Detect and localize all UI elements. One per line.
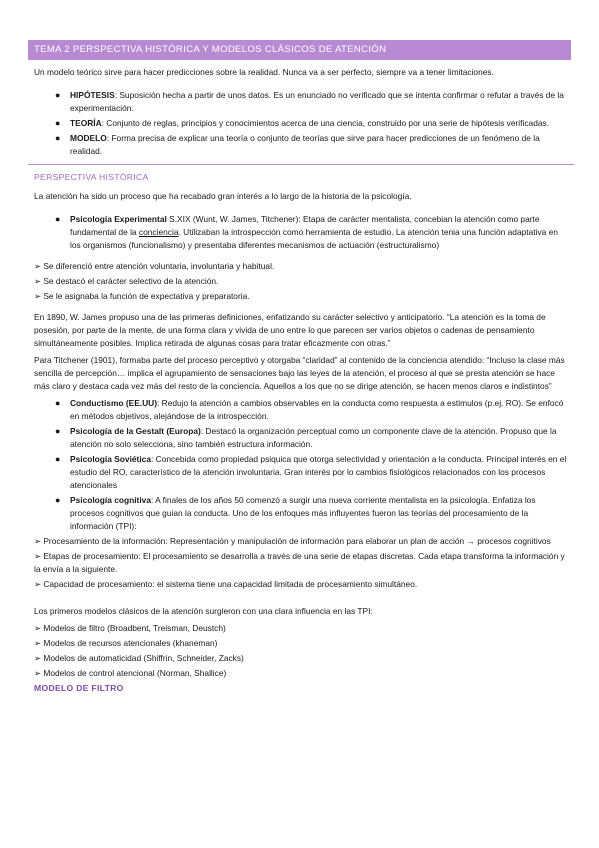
page-title: TEMA 2 PERSPECTIVA HISTÓRICA Y MODELOS CLÁSICOS DE ATENCIÓN bbox=[28, 40, 571, 60]
section-divider bbox=[28, 164, 574, 165]
school-item bbox=[34, 453, 568, 492]
arrow-item: ➢ Procesamiento de la información: Representación y manipulación de información para elaborar un plan de acción → procesos cognitivos bbox=[34, 536, 551, 546]
section-heading: PERSPECTIVA HISTÓRICA bbox=[34, 172, 149, 182]
school-text: : Concebida como propiedad psiquica que otorga selectividad y orientación a la conducta. Principal interés en el estudio del RO, característico de la atención involuntaria. Gran interés por lo cambios fisiológicos relacionados con los procesos atencionales bbox=[70, 454, 567, 490]
school-term: Psicología Experimental bbox=[70, 214, 167, 224]
definition-item bbox=[34, 117, 568, 130]
bullet-icon: ● bbox=[55, 495, 61, 505]
bullet-icon: ● bbox=[55, 454, 61, 464]
definition-term: TEORÍA bbox=[70, 118, 102, 128]
definition-item bbox=[34, 89, 568, 115]
school-text: : Destacó la organización perceptual como un componente clave de la atención. Propuso que la atención no solo selecciona, sino también estructura información. bbox=[70, 426, 557, 449]
james-paragraph: En 1890, W. James propuso una de las primeras definiciones, enfatizando su carácter selectivo y anticipatorio. “La atención es la toma de posesión, por parte de la mente, de una forma clara y vivida de uno entre lo que parecen ser varios objetos o cadenas de pensamiento simultáneamente posibles. Implica retirada de algunas cosas para tratar eficazmente con otras.” bbox=[34, 312, 546, 348]
school-text: : Redujo la atención a cambios observables en la conducta como respuesta a estimulos (p.ej. RO). Se enfocó en métodos objetivos, alejándose de la introspección. bbox=[70, 398, 564, 421]
arrow-item: ➢ Etapas de procesamiento: El procesamiento se desarrolla a través de una serie de etapas discretas. Cada etapa transforma la información y la envía a la siguiente. bbox=[34, 551, 565, 574]
arrow-item: ➢ Se le asignaba la función de expectativa y preparatoria. bbox=[34, 291, 250, 301]
school-text: S.XIX (Wunt, W. James, Titchener): Etapa de carácter mentalista, concebian la atención como parte fundamental de la bbox=[70, 214, 540, 237]
definition-term: MODELO bbox=[70, 133, 107, 143]
document-body bbox=[34, 66, 568, 695]
arrow-item: ➢ Se destacó el carácter selectivo de la atención. bbox=[34, 276, 219, 286]
definition-text: : Conjunto de reglas, principios y conocimientos acerca de una ciencia, construido por una serie de hipótesis verificadas. bbox=[101, 118, 550, 128]
school-term: Psicología cognitiva bbox=[70, 495, 151, 505]
bullet-icon: ● bbox=[55, 118, 61, 128]
school-item bbox=[34, 425, 568, 451]
models-intro: Los primeros modelos clásicos de la atención surgieron con una clara influencia en las TPI: bbox=[34, 606, 373, 616]
history-intro: La atención ha sido un proceso que ha recabado gran interés a lo largo de la historia de la psicología. bbox=[34, 191, 412, 201]
arrow-item: ➢ Se diferenció entre atención voluntaria, involuntaria y habitual. bbox=[34, 261, 275, 271]
titchener-paragraph: Para Titchener (1901), formaba parte del proceso perceptivo y otorgaba “claridad” al contenido de la conciencia atendido: “Incluso la clase más sencilla de percepción… implica el agrupamiento de sensaciones bajo las leyes de la atención, el proceso al que se presta atención se hace más claro y destaca cada vez más del resto de la conciencia. Aquellos a los que no se dirige atención, se hacen menos claros e indistintos” bbox=[34, 355, 565, 391]
school-text: : A finales de los años 50 comenzó a surgir una nueva corriente mentalista en la psicología. Enfatiza los procesos cognitivos que guian la conducta. Uno de los enfoques más influyentes fueron las teorías del procesamiento de la información (TPI): bbox=[70, 495, 536, 531]
definition-text: : Forma precisa de explicar una teoría o conjunto de teorías que sirve para hacer predicciones de un fenómeno de la realidad. bbox=[70, 133, 540, 156]
school-item bbox=[34, 397, 568, 423]
model-item: ➢ Modelos de control atencional (Norman, Shallice) bbox=[34, 668, 227, 678]
model-item: ➢ Modelos de filtro (Broadbent, Treisman, Deustch) bbox=[34, 623, 226, 633]
bullet-icon: ● bbox=[55, 214, 61, 224]
model-item: ➢ Modelos de recursos atencionales (khaneman) bbox=[34, 638, 218, 648]
bullet-icon: ● bbox=[55, 426, 61, 436]
bullet-icon: ● bbox=[55, 133, 61, 143]
arrow-item: ➢ Capacidad de procesamiento: el sistema tiene una capacidad limitada de procesamiento simultáneo. bbox=[34, 579, 418, 589]
definition-text: : Suposición hecha a partir de unos datos. Es un enunciado no verificado que se intenta confirmar o refutar a través de la experimentación. bbox=[70, 90, 564, 113]
school-item bbox=[34, 213, 568, 252]
school-term: Psicología Soviética bbox=[70, 454, 151, 464]
intro-paragraph: Un modelo teórico sirve para hacer predicciones sobre la realidad. Nunca va a ser perfecto, siempre va a tener limitaciones. bbox=[34, 67, 494, 77]
school-term: Conductismo (EE.UU) bbox=[70, 398, 158, 408]
definition-item bbox=[34, 132, 568, 158]
school-item bbox=[34, 494, 568, 533]
school-term: Psicología de la Gestalt (Europa) bbox=[70, 426, 201, 436]
bullet-icon: ● bbox=[55, 90, 61, 100]
definition-term: HIPÓTESIS bbox=[70, 90, 115, 100]
bullet-icon: ● bbox=[55, 398, 61, 408]
conciencia-link[interactable]: conciencia bbox=[138, 227, 179, 237]
section-heading: MODELO DE FILTRO bbox=[34, 683, 124, 693]
school-text: . Utilizaban la introspección como herramienta de estudio. La atención tenia una función adaptativa en los organismos (funcionalismo) y presentaba diferentes mecanismos de actuación (estructuralismo) bbox=[70, 227, 558, 250]
model-item: ➢ Modelos de automaticidad (Shiffrin, Schneider, Zacks) bbox=[34, 653, 244, 663]
